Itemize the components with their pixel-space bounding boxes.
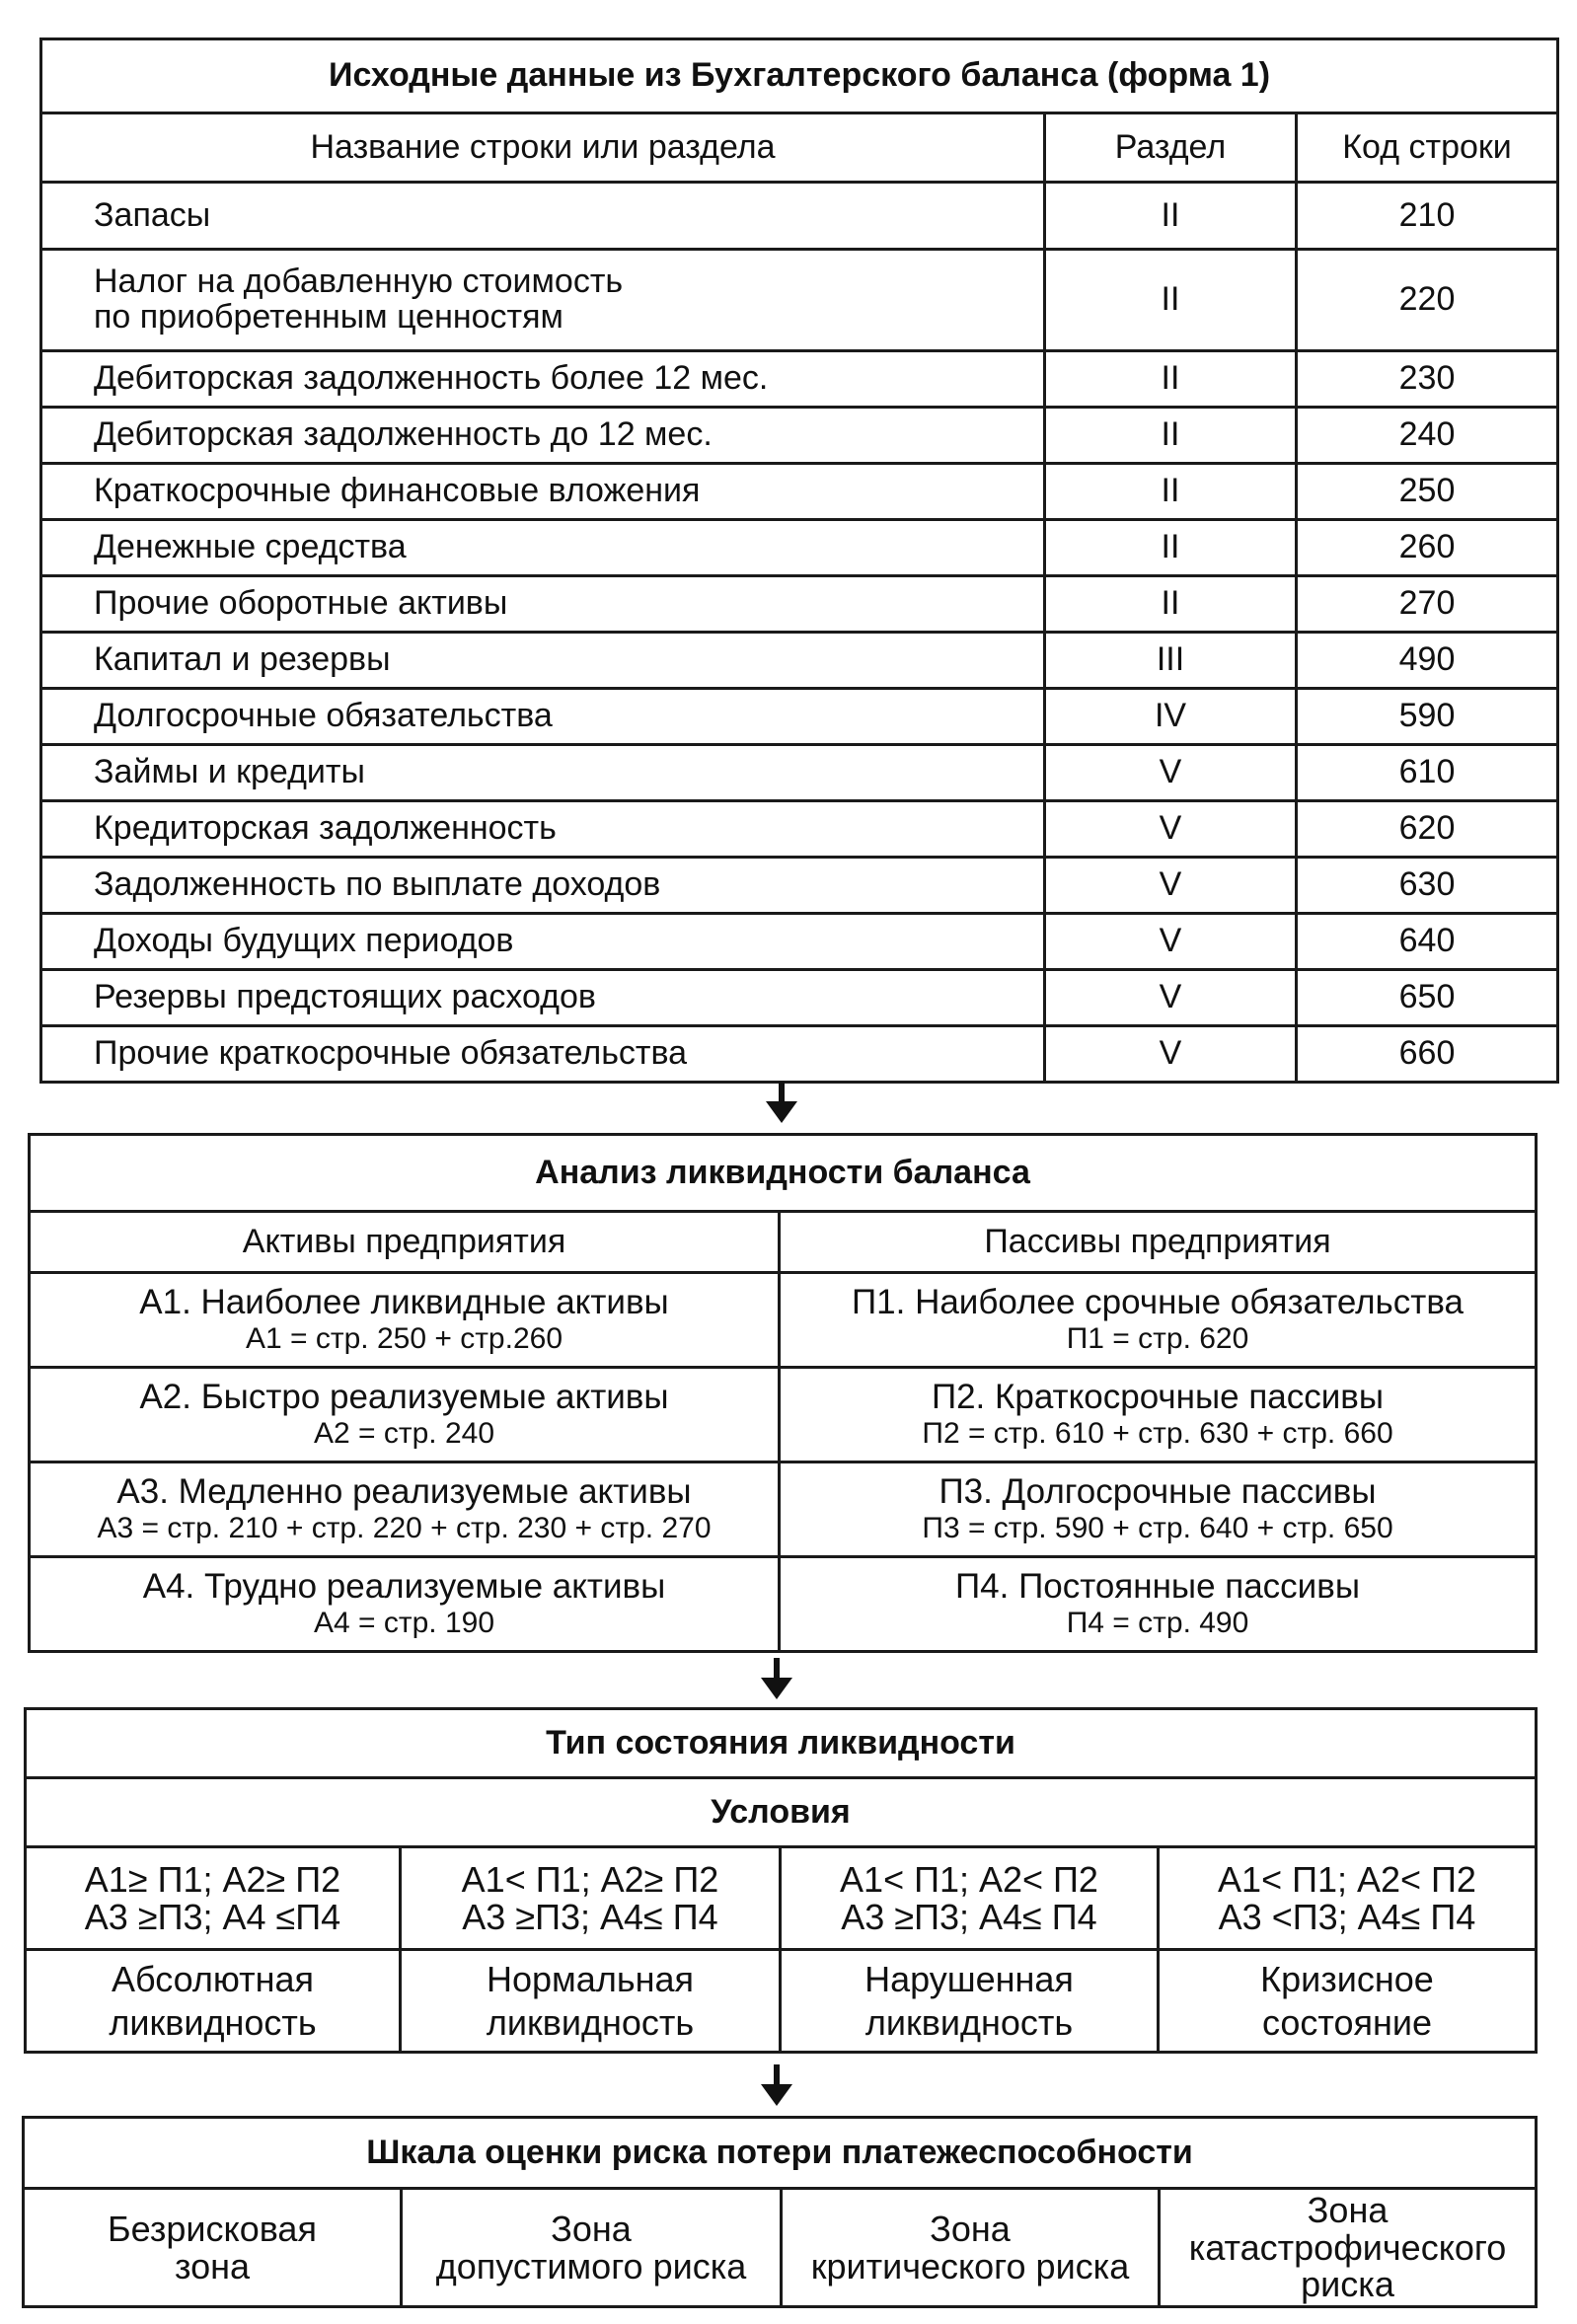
asset-formula: А3 = стр. 210 + стр. 220 + стр. 230 + стр. 270 <box>97 1512 712 1545</box>
row-name: Запасы <box>94 195 211 234</box>
risk-title: Шкала оценки риска потери платежеспособности <box>24 2118 1537 2189</box>
row-section: III <box>1045 633 1297 689</box>
risk-zone-label: критического риска <box>810 2245 1130 2287</box>
asset-name: А1. Наиболее ликвидные активы <box>139 1283 669 1322</box>
row-code: 240 <box>1297 408 1558 464</box>
header-section: Раздел <box>1045 113 1297 183</box>
row-name: Долгосрочные обязательства <box>94 697 553 735</box>
table-row <box>41 464 1558 520</box>
condition-line: А3 <П3; А4≤ П4 <box>1218 1896 1476 1937</box>
row-section: V <box>1045 801 1297 858</box>
row-section: II <box>1045 250 1297 351</box>
row-section: IV <box>1045 689 1297 745</box>
table-row <box>41 408 1558 464</box>
liability-name: П3. Долгосрочные пассивы <box>939 1472 1377 1512</box>
asset-name: А3. Медленно реализуемые активы <box>116 1472 692 1512</box>
liabilities-header: Пассивы предприятия <box>780 1212 1537 1273</box>
row-section: II <box>1045 576 1297 633</box>
row-name: Задолженность по выплате доходов <box>94 865 661 904</box>
row-code: 630 <box>1297 858 1558 914</box>
flow-arrow-down-icon <box>757 1658 796 1701</box>
state-result: ликвидность <box>486 2001 695 2043</box>
table-row <box>30 1273 1537 1368</box>
risk-zone-label: риска <box>1301 2264 1394 2305</box>
row-code: 640 <box>1297 914 1558 970</box>
risk-zone-label: Зона <box>930 2208 1011 2249</box>
row-name: Налог на добавленную стоимость <box>94 262 624 301</box>
risk-zone-label: катастрофического <box>1188 2226 1507 2268</box>
row-code: 650 <box>1297 970 1558 1026</box>
table-row <box>41 183 1558 250</box>
row-section: V <box>1045 745 1297 801</box>
row-code: 610 <box>1297 745 1558 801</box>
table-row <box>41 351 1558 408</box>
row-name: Дебиторская задолженность до 12 мес. <box>94 415 713 454</box>
row-name: Капитал и резервы <box>94 640 391 679</box>
asset-name: А2. Быстро реализуемые активы <box>139 1378 669 1417</box>
row-section: II <box>1045 183 1297 250</box>
conditions-header: Условия <box>26 1778 1537 1847</box>
header-code: Код строки <box>1297 113 1558 183</box>
row-section: V <box>1045 914 1297 970</box>
risk-table <box>22 2116 1538 2308</box>
table-row <box>30 1368 1537 1462</box>
table-row <box>41 520 1558 576</box>
asset-formula: А4 = стр. 190 <box>313 1607 495 1640</box>
results-row <box>26 1950 1537 2053</box>
row-name: Доходы будущих периодов <box>94 922 514 960</box>
condition-line: А1< П1; А2< П2 <box>1218 1858 1476 1900</box>
state-result: Нормальная <box>487 1959 694 2000</box>
row-name-cont: по приобретенным ценностям <box>94 298 563 336</box>
row-section: II <box>1045 351 1297 408</box>
table-row <box>41 576 1558 633</box>
row-section: II <box>1045 520 1297 576</box>
risk-zone-label: Зона <box>551 2208 632 2249</box>
liability-name: П4. Постоянные пассивы <box>955 1567 1360 1607</box>
condition-line: А3 ≥П3; А4 ≤П4 <box>84 1896 341 1937</box>
asset-formula: А1 = стр. 250 + стр.260 <box>245 1322 563 1356</box>
row-section: V <box>1045 970 1297 1026</box>
liability-formula: П3 = стр. 590 + стр. 640 + стр. 650 <box>922 1512 1393 1545</box>
state-title: Тип состояния ликвидности <box>26 1709 1537 1778</box>
row-code: 620 <box>1297 801 1558 858</box>
risk-zone-label: Безрисковая <box>108 2208 317 2249</box>
liability-name: П2. Краткосрочные пассивы <box>931 1378 1385 1417</box>
risk-zones-row <box>24 2189 1537 2307</box>
row-code: 490 <box>1297 633 1558 689</box>
condition-line: А3 ≥П3; А4≤ П4 <box>841 1896 1097 1937</box>
assets-header: Активы предприятия <box>30 1212 780 1273</box>
table-row <box>41 633 1558 689</box>
state-result: ликвидность <box>864 2001 1074 2043</box>
state-result: ликвидность <box>109 2001 317 2043</box>
state-result: Кризисное <box>1260 1959 1434 2000</box>
row-section: II <box>1045 408 1297 464</box>
liability-name: П1. Наиболее срочные обязательства <box>852 1283 1464 1322</box>
table-row <box>41 970 1558 1026</box>
row-code: 230 <box>1297 351 1558 408</box>
state-table <box>24 1707 1538 2054</box>
condition-line: А1≥ П1; А2≥ П2 <box>84 1858 341 1900</box>
table-row <box>41 1026 1558 1083</box>
table-row <box>41 914 1558 970</box>
balance-title: Исходные данные из Бухгалтерского баланса (форма 1) <box>41 39 1558 113</box>
row-name: Резервы предстоящих расходов <box>94 978 596 1016</box>
row-name: Денежные средства <box>94 528 407 566</box>
condition-line: А1< П1; А2≥ П2 <box>461 1858 719 1900</box>
row-name: Прочие оборотные активы <box>94 584 508 623</box>
state-result: Нарушенная <box>864 1959 1074 2000</box>
row-section: V <box>1045 858 1297 914</box>
row-name: Дебиторская задолженность более 12 мес. <box>94 359 769 398</box>
risk-zone-label: Зона <box>1307 2189 1389 2230</box>
balance-table <box>39 37 1559 1084</box>
liquidity-title: Анализ ликвидности баланса <box>30 1135 1537 1212</box>
liability-formula: П1 = стр. 620 <box>1066 1322 1249 1356</box>
row-code: 210 <box>1297 183 1558 250</box>
flow-arrow-down-icon <box>762 1082 801 1125</box>
table-row <box>41 689 1558 745</box>
condition-line: А1< П1; А2< П2 <box>840 1858 1098 1900</box>
table-row <box>41 801 1558 858</box>
table-row <box>30 1462 1537 1557</box>
row-name: Краткосрочные финансовые вложения <box>94 472 701 510</box>
asset-formula: А2 = стр. 240 <box>313 1417 495 1451</box>
row-name: Кредиторская задолженность <box>94 809 557 848</box>
state-result: Абсолютная <box>112 1959 314 2000</box>
table-row <box>30 1557 1537 1652</box>
liability-formula: П2 = стр. 610 + стр. 630 + стр. 660 <box>922 1417 1393 1451</box>
row-code: 250 <box>1297 464 1558 520</box>
table-row <box>41 745 1558 801</box>
asset-name: А4. Трудно реализуемые активы <box>142 1567 666 1607</box>
condition-line: А3 ≥П3; А4≤ П4 <box>462 1896 718 1937</box>
row-code: 260 <box>1297 520 1558 576</box>
liquidity-table <box>28 1133 1538 1653</box>
row-code: 270 <box>1297 576 1558 633</box>
risk-zone-label: зона <box>174 2245 251 2287</box>
risk-zone-label: допустимого риска <box>435 2245 747 2287</box>
row-name: Прочие краткосрочные обязательства <box>94 1034 688 1073</box>
table-row <box>41 250 1558 351</box>
flow-arrow-down-icon <box>757 2064 796 2108</box>
row-section: V <box>1045 1026 1297 1083</box>
table-row <box>41 858 1558 914</box>
conditions-row <box>26 1847 1537 1950</box>
row-code: 590 <box>1297 689 1558 745</box>
row-code: 220 <box>1297 250 1558 351</box>
row-section: II <box>1045 464 1297 520</box>
liability-formula: П4 = стр. 490 <box>1066 1607 1249 1640</box>
row-name: Займы и кредиты <box>94 753 365 791</box>
state-result: состояние <box>1261 2001 1433 2043</box>
header-name: Название строки или раздела <box>41 113 1045 183</box>
row-code: 660 <box>1297 1026 1558 1083</box>
